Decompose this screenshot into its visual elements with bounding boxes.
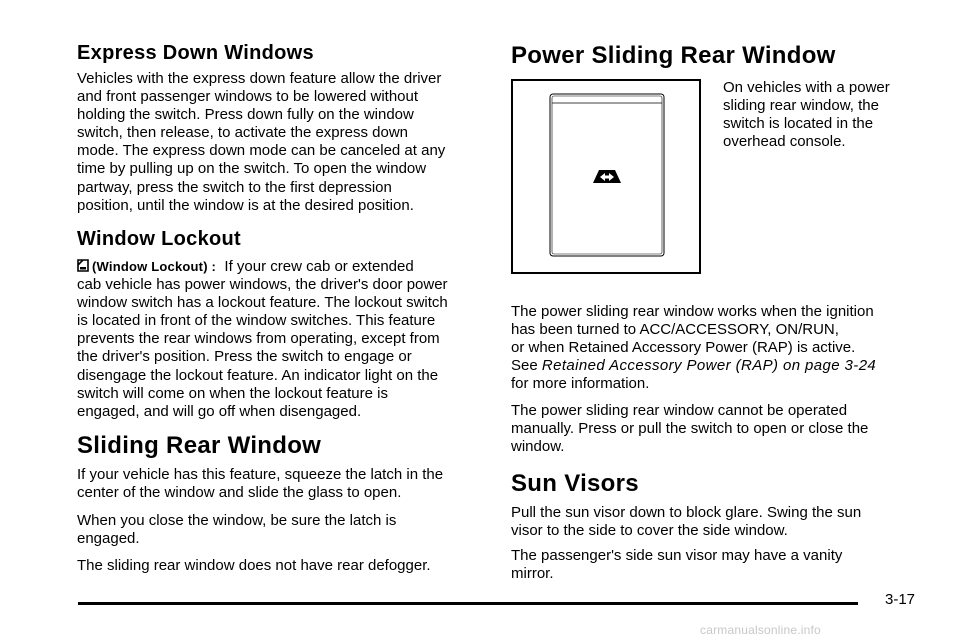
power-sliding-line: for more information. [511, 375, 650, 393]
overhead-console-switch-illustration [513, 81, 699, 272]
overhead-console-figure [511, 79, 701, 274]
sliding-rear-line: engaged. [77, 530, 140, 548]
sliding-rear-heading: Sliding Rear Window [77, 432, 322, 459]
sliding-rear-line: When you close the window, be sure the latch is [77, 512, 397, 529]
sliding-rear-line: If your vehicle has this feature, squeeze the latch in the [77, 466, 444, 483]
power-sliding-heading: Power Sliding Rear Window [511, 42, 836, 69]
sun-visors-p1 [511, 504, 931, 540]
window-lockout-line: is located in front of the window switches. This feature [77, 312, 436, 330]
express-down-line: Vehicles with the express down feature allow the driver [77, 70, 442, 87]
sun-visors-line: mirror. [511, 565, 554, 583]
sun-visors-line: The passenger's side sun visor may have a vanity [511, 547, 843, 564]
power-sliding-p2 [511, 402, 931, 456]
window-lockout-body [77, 258, 487, 421]
express-down-line: partway, press the switch to the first depression [77, 178, 392, 196]
express-down-heading: Express Down Windows [77, 42, 314, 64]
window-lockout-line: switch will come on when the lockout feature is [77, 384, 388, 402]
power-sliding-line: The power sliding rear window cannot be operated [511, 402, 848, 419]
sliding-rear-p1 [77, 466, 487, 502]
power-sliding-p1 [511, 303, 931, 393]
power-sliding-line: window. [511, 438, 565, 456]
window-lockout-line: cab vehicle has power windows, the driver's door power [77, 276, 448, 294]
window-lockout-line: the driver's position. Press the switch to engage or [77, 348, 412, 366]
sliding-rear-line: center of the window and slide the glass to open. [77, 484, 402, 502]
express-down-line: position, until the window is at the desired position. [77, 196, 414, 214]
caption-line: On vehicles with a power [723, 79, 890, 96]
window-lockout-line: window switch has a lockout feature. The lockout switch [77, 294, 448, 312]
sliding-rear-p3 [77, 557, 487, 575]
window-lockout-line: engaged, and will go off when disengaged. [77, 402, 362, 420]
express-down-line: mode. The express down mode can be canceled at any [77, 142, 446, 160]
caption-line: switch is located in the [723, 115, 874, 133]
sliding-rear-p2 [77, 512, 487, 548]
footer-rule [78, 602, 858, 605]
sliding-rear-line: The sliding rear window does not have rear defogger. [77, 557, 431, 574]
express-down-line: and front passenger windows to be lowered without [77, 88, 419, 106]
watermark: carmanualsonline.info [700, 623, 821, 637]
express-down-body [77, 70, 487, 215]
window-lockout-line: prevents the rear windows from operating, except from [77, 330, 440, 348]
see-text: See [511, 357, 538, 375]
caption-line: sliding rear window, the [723, 97, 879, 115]
sun-visors-p2 [511, 547, 931, 583]
window-lockout-line: disengage the lockout feature. An indicator light on the [77, 366, 439, 384]
rap-page-reference[interactable]: Retained Accessory Power (RAP) on page 3‑24 [541, 357, 877, 375]
window-lockout-first-line [77, 258, 487, 276]
power-sliding-line: has been turned to ACC/ACCESSORY, ON/RUN, [511, 321, 839, 339]
window-lockout-heading: Window Lockout [77, 228, 241, 250]
caption-line: overhead console. [723, 133, 846, 151]
window-lockout-first-line-rest: If your crew cab or extended [224, 258, 414, 275]
window-lockout-label: (Window Lockout) : [92, 259, 217, 274]
power-sliding-see-line [511, 357, 931, 375]
express-down-line: time by pulling up on the switch. To open the window [77, 160, 427, 178]
power-sliding-line: or when Retained Accessory Power (RAP) is active. [511, 339, 856, 357]
power-sliding-line: The power sliding rear window works when the ignition [511, 303, 874, 320]
power-sliding-line: manually. Press or pull the switch to open or close the [511, 420, 869, 438]
express-down-line: switch, then release, to activate the express down [77, 124, 409, 142]
sun-visors-line: Pull the sun visor down to block glare. Swing the sun [511, 504, 862, 521]
express-down-line: holding the switch. Press down fully on the window [77, 106, 414, 124]
page-number: 3-17 [885, 591, 916, 608]
power-sliding-caption [723, 79, 928, 151]
window-lockout-icon [77, 259, 89, 272]
sun-visors-line: visor to the side to cover the side window. [511, 522, 788, 540]
sun-visors-heading: Sun Visors [511, 470, 639, 497]
